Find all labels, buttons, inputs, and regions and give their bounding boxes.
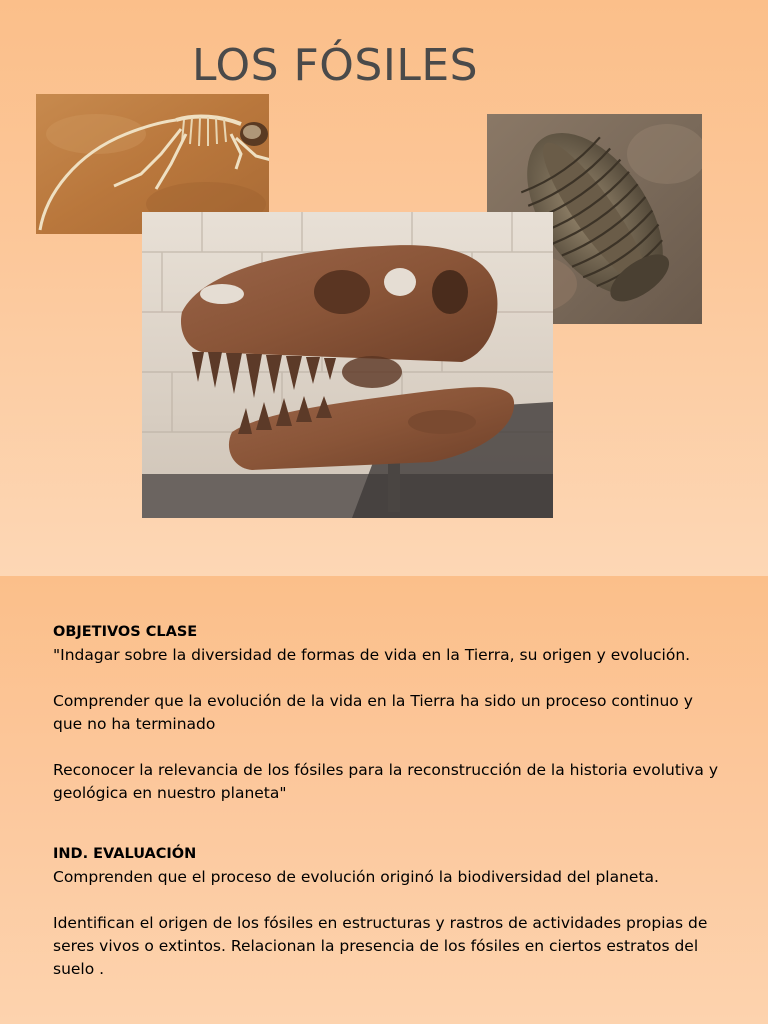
objective-2: Comprender que la evolución de la vida en la Tierra ha sido un proceso continuo y que no ha terminado	[53, 692, 693, 733]
objective-1: "Indagar sobre la diversidad de formas de vida en la Tierra, su origen y evolución.	[53, 646, 691, 664]
evaluation-heading: IND. EVALUACIÓN	[53, 846, 197, 862]
slide-title: LOS FÓSILES	[192, 40, 479, 91]
objectives-heading: OBJETIVOS CLASE	[53, 624, 198, 640]
objective-3: Reconocer la relevancia de los fósiles para la reconstrucción de la historia evolutiva y geológica en nuestro planeta"	[53, 761, 719, 802]
evaluation-2: Identifican el origen de los fósiles en estructuras y rastros de actividades propias de seres vivos o extintos. Relacionan la presencia de los fósiles en ciertos estratos del suelo .	[53, 914, 708, 978]
trex-skull-image	[142, 212, 553, 518]
evaluation-1: Comprenden que el proceso de evolución originó la biodiversidad del planeta.	[53, 868, 659, 886]
objectives-text-block	[53, 621, 723, 981]
